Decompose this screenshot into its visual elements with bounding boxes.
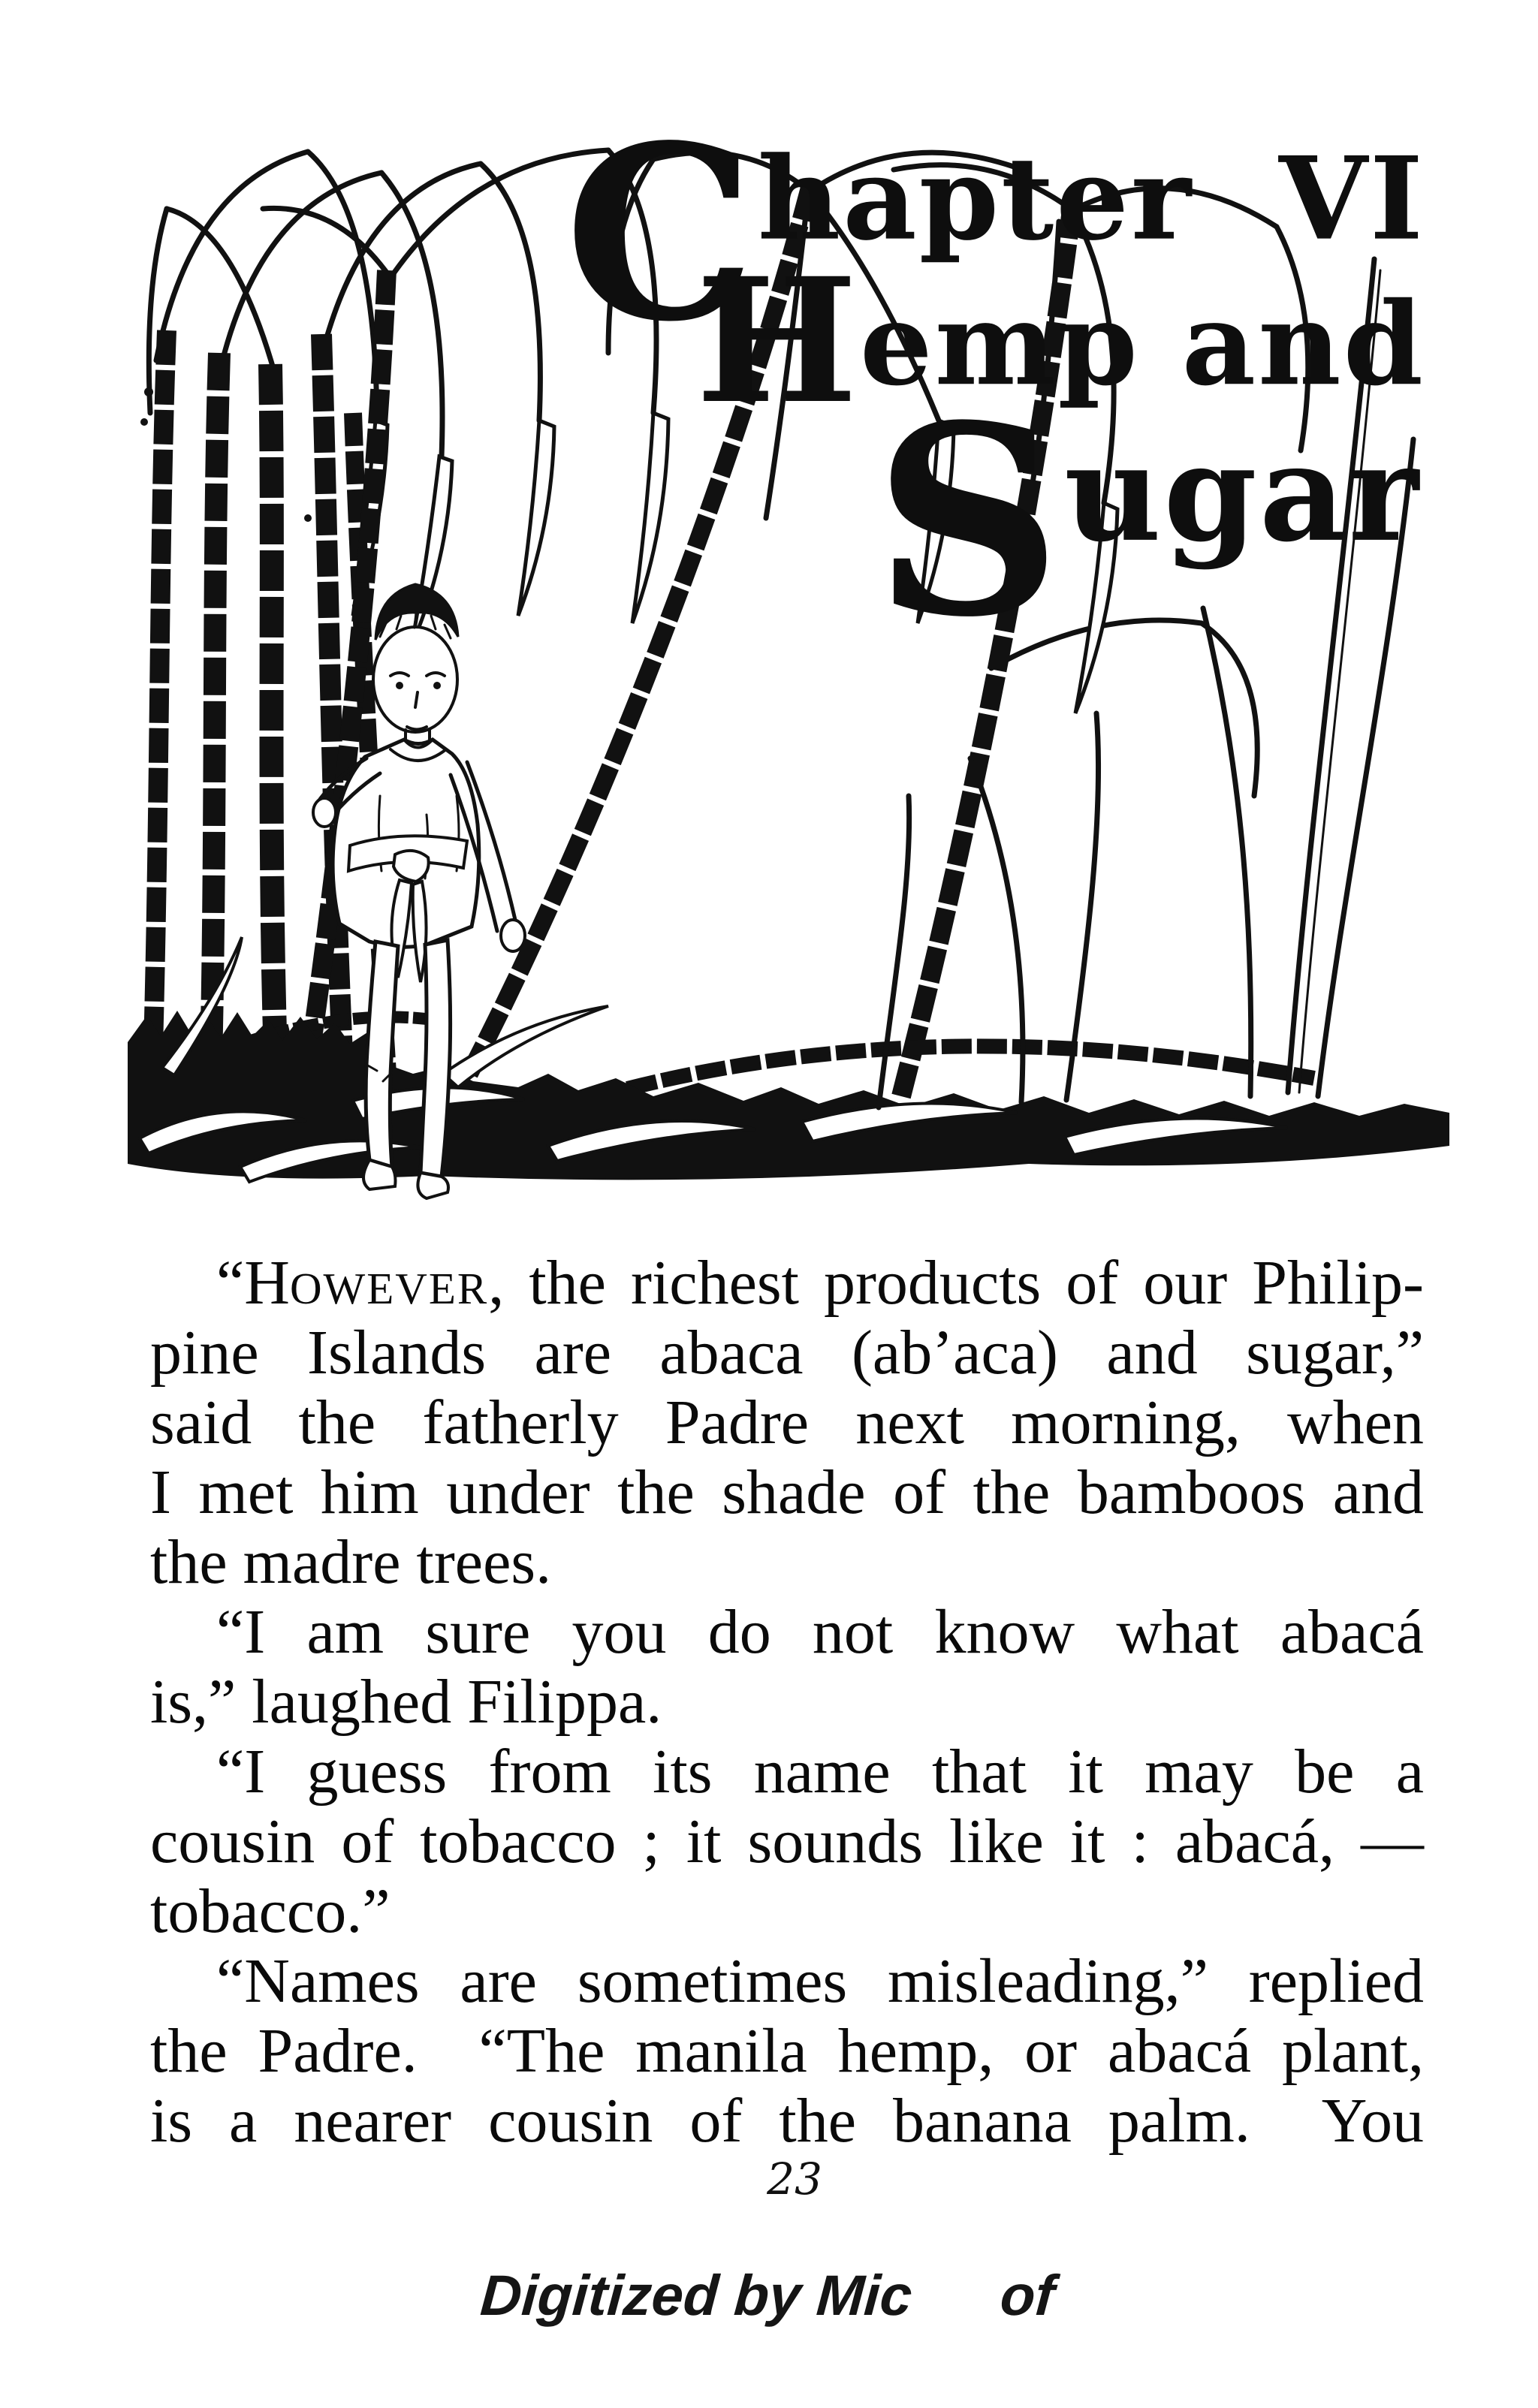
text-line [150, 2016, 1424, 2086]
line-text: said the fatherly Padre next morning, when [150, 1388, 1424, 1457]
line-text: “Names are sometimes misleading,” replied [216, 1946, 1424, 2016]
text-line [150, 1667, 1424, 1737]
line-text: the madre trees. [150, 1527, 552, 1597]
line-text: pine Islands are abaca (ab’aca) and sugar,” [150, 1318, 1424, 1388]
line-text: I met him under the shade of the bamboos and [150, 1457, 1424, 1527]
chapter-illustration [128, 93, 1449, 1201]
chapter-title-line3: Sugar [873, 368, 1421, 674]
sugarcane-scene [128, 93, 1449, 1201]
line-text: “H [216, 1248, 290, 1318]
sugarcane-stalks [150, 188, 1314, 1153]
watermark-text-left: Digitized by Mic [478, 2264, 915, 2328]
line-text: “I guess from its name that it may be a [216, 1737, 1424, 1807]
watermark-text-right: of [998, 2264, 1057, 2328]
line-text: the Padre. “The manila hemp, or abacá plant, [150, 2016, 1424, 2086]
text-line [150, 2086, 1424, 2156]
line-text: tobacco.” [150, 1876, 391, 1946]
line-text: “I am sure you do not know what abacá [216, 1597, 1424, 1667]
text-line [150, 1737, 1424, 1807]
page-number: 23 [767, 2153, 822, 2205]
text-line [150, 1248, 1424, 1318]
grass-blades-icon [879, 259, 1413, 1108]
small-caps-text: owever [289, 1248, 489, 1318]
text-line [150, 1527, 1424, 1597]
text-line [150, 1807, 1424, 1876]
line-text: cousin of tobacco ; it sounds like it : abacá, — [150, 1807, 1424, 1876]
text-line [150, 1457, 1424, 1527]
line-text: is a nearer cousin of the banana palm. You [150, 2086, 1424, 2156]
chapter-title-line1: Chapter VI [564, 93, 1425, 375]
text-line [150, 1318, 1424, 1388]
line-text: is,” laughed Filippa. [150, 1667, 662, 1737]
line-text: , the richest products of our Philip- [488, 1248, 1424, 1318]
chapter-title-line2: Hemp and [695, 240, 1425, 442]
text-line [150, 1597, 1424, 1667]
body-text [150, 1248, 1424, 2156]
digitization-watermark [478, 2263, 1057, 2328]
text-line [150, 1388, 1424, 1457]
text-line [150, 1876, 1424, 1946]
text-line [150, 1946, 1424, 2016]
